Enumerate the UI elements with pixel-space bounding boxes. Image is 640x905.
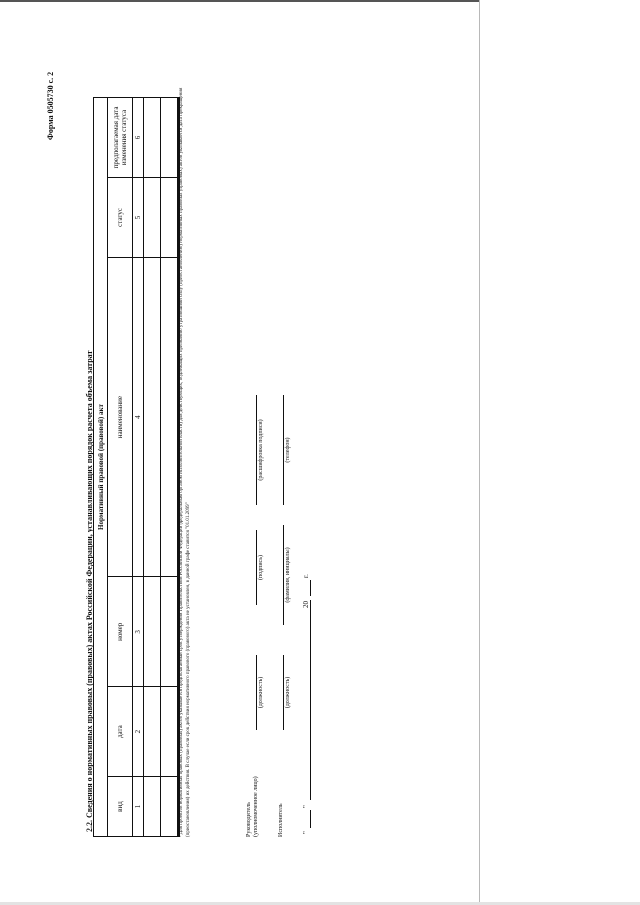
executor-name-line bbox=[283, 525, 284, 625]
section-title: 2.2. Сведения о нормативных правовых (правовых) актах Российской Федерации, устанавливающих порядок расчета объема затрат bbox=[85, 350, 94, 832]
head-signature-line bbox=[256, 530, 257, 605]
page-top-edge bbox=[0, 0, 480, 2]
table-cell bbox=[144, 98, 161, 178]
table-cell bbox=[161, 257, 179, 577]
table-cell bbox=[144, 177, 161, 257]
table-cell bbox=[161, 577, 179, 687]
head-signature-caption: (подпись) bbox=[258, 555, 264, 580]
column-header-title: наименование bbox=[108, 257, 133, 577]
column-number: 6 bbox=[133, 98, 144, 178]
executor-position-line bbox=[283, 655, 284, 730]
table-cell bbox=[161, 177, 179, 257]
footnote: ¹ Для проектов нормативных правовых (правовых) актов указывается предполагаемый срок утверждения Правительством Российской Федерации (федеральным органом исполнительной власти) для действующих, подлежащих признанию утратившими силу (приостановлению) нормативных правовых (правовых) актов указывается дата прекращения (приостановления) их действия. В случае если срок действия нормативного правового (правового) акта не установлен, в данной графе ставится "01.01.2099" bbox=[179, 87, 191, 837]
executor-label: Исполнитель bbox=[278, 803, 284, 837]
column-number: 2 bbox=[133, 687, 144, 777]
form-code: Форма 0505730 с. 2 bbox=[46, 71, 55, 140]
date-year-line bbox=[310, 580, 311, 596]
date-month-line bbox=[310, 600, 311, 800]
date-year-prefix: 20 bbox=[302, 601, 310, 608]
column-number: 5 bbox=[133, 177, 144, 257]
column-header-type: вид bbox=[108, 777, 133, 837]
table-row bbox=[161, 98, 179, 837]
column-number: 3 bbox=[133, 577, 144, 687]
table-cell bbox=[161, 98, 179, 178]
executor-phone-caption: (телефон) bbox=[285, 437, 291, 463]
date-day-line bbox=[310, 810, 311, 828]
column-number: 1 bbox=[133, 777, 144, 837]
column-header-number: номер bbox=[108, 577, 133, 687]
head-label: Руководитель bbox=[246, 802, 252, 837]
legal-acts-table bbox=[93, 97, 180, 837]
table-cell bbox=[144, 777, 161, 837]
column-number: 4 bbox=[133, 257, 144, 577]
date-year-suffix: г. bbox=[302, 574, 310, 578]
date-quote-close: " bbox=[302, 805, 310, 808]
head-decoding-line bbox=[256, 395, 257, 505]
executor-position-caption: (должность) bbox=[285, 676, 291, 709]
table-group-header: Нормативный правовой (правовой) акт bbox=[94, 98, 108, 837]
column-header-status-change-date: предполагаемая дата изменения статуса bbox=[108, 98, 133, 178]
executor-name-caption: (фамилия, инициалы) bbox=[285, 547, 291, 603]
date-quote-open: " bbox=[302, 831, 310, 834]
table-cell bbox=[161, 777, 179, 837]
column-header-date: дата bbox=[108, 687, 133, 777]
table-cell bbox=[144, 687, 161, 777]
head-decoding-caption: (расшифровка подписи) bbox=[258, 419, 264, 481]
table-row bbox=[144, 98, 161, 837]
head-position-line bbox=[256, 655, 257, 730]
executor-phone-line bbox=[283, 395, 284, 505]
head-authorized-label: (уполномоченное лицо) bbox=[253, 776, 259, 837]
table-cell bbox=[144, 257, 161, 577]
head-position-caption: (должность) bbox=[258, 676, 264, 709]
table-cell bbox=[161, 687, 179, 777]
table-cell bbox=[144, 577, 161, 687]
column-header-status: статус bbox=[108, 177, 133, 257]
rotated-form-sheet bbox=[0, 20, 480, 880]
